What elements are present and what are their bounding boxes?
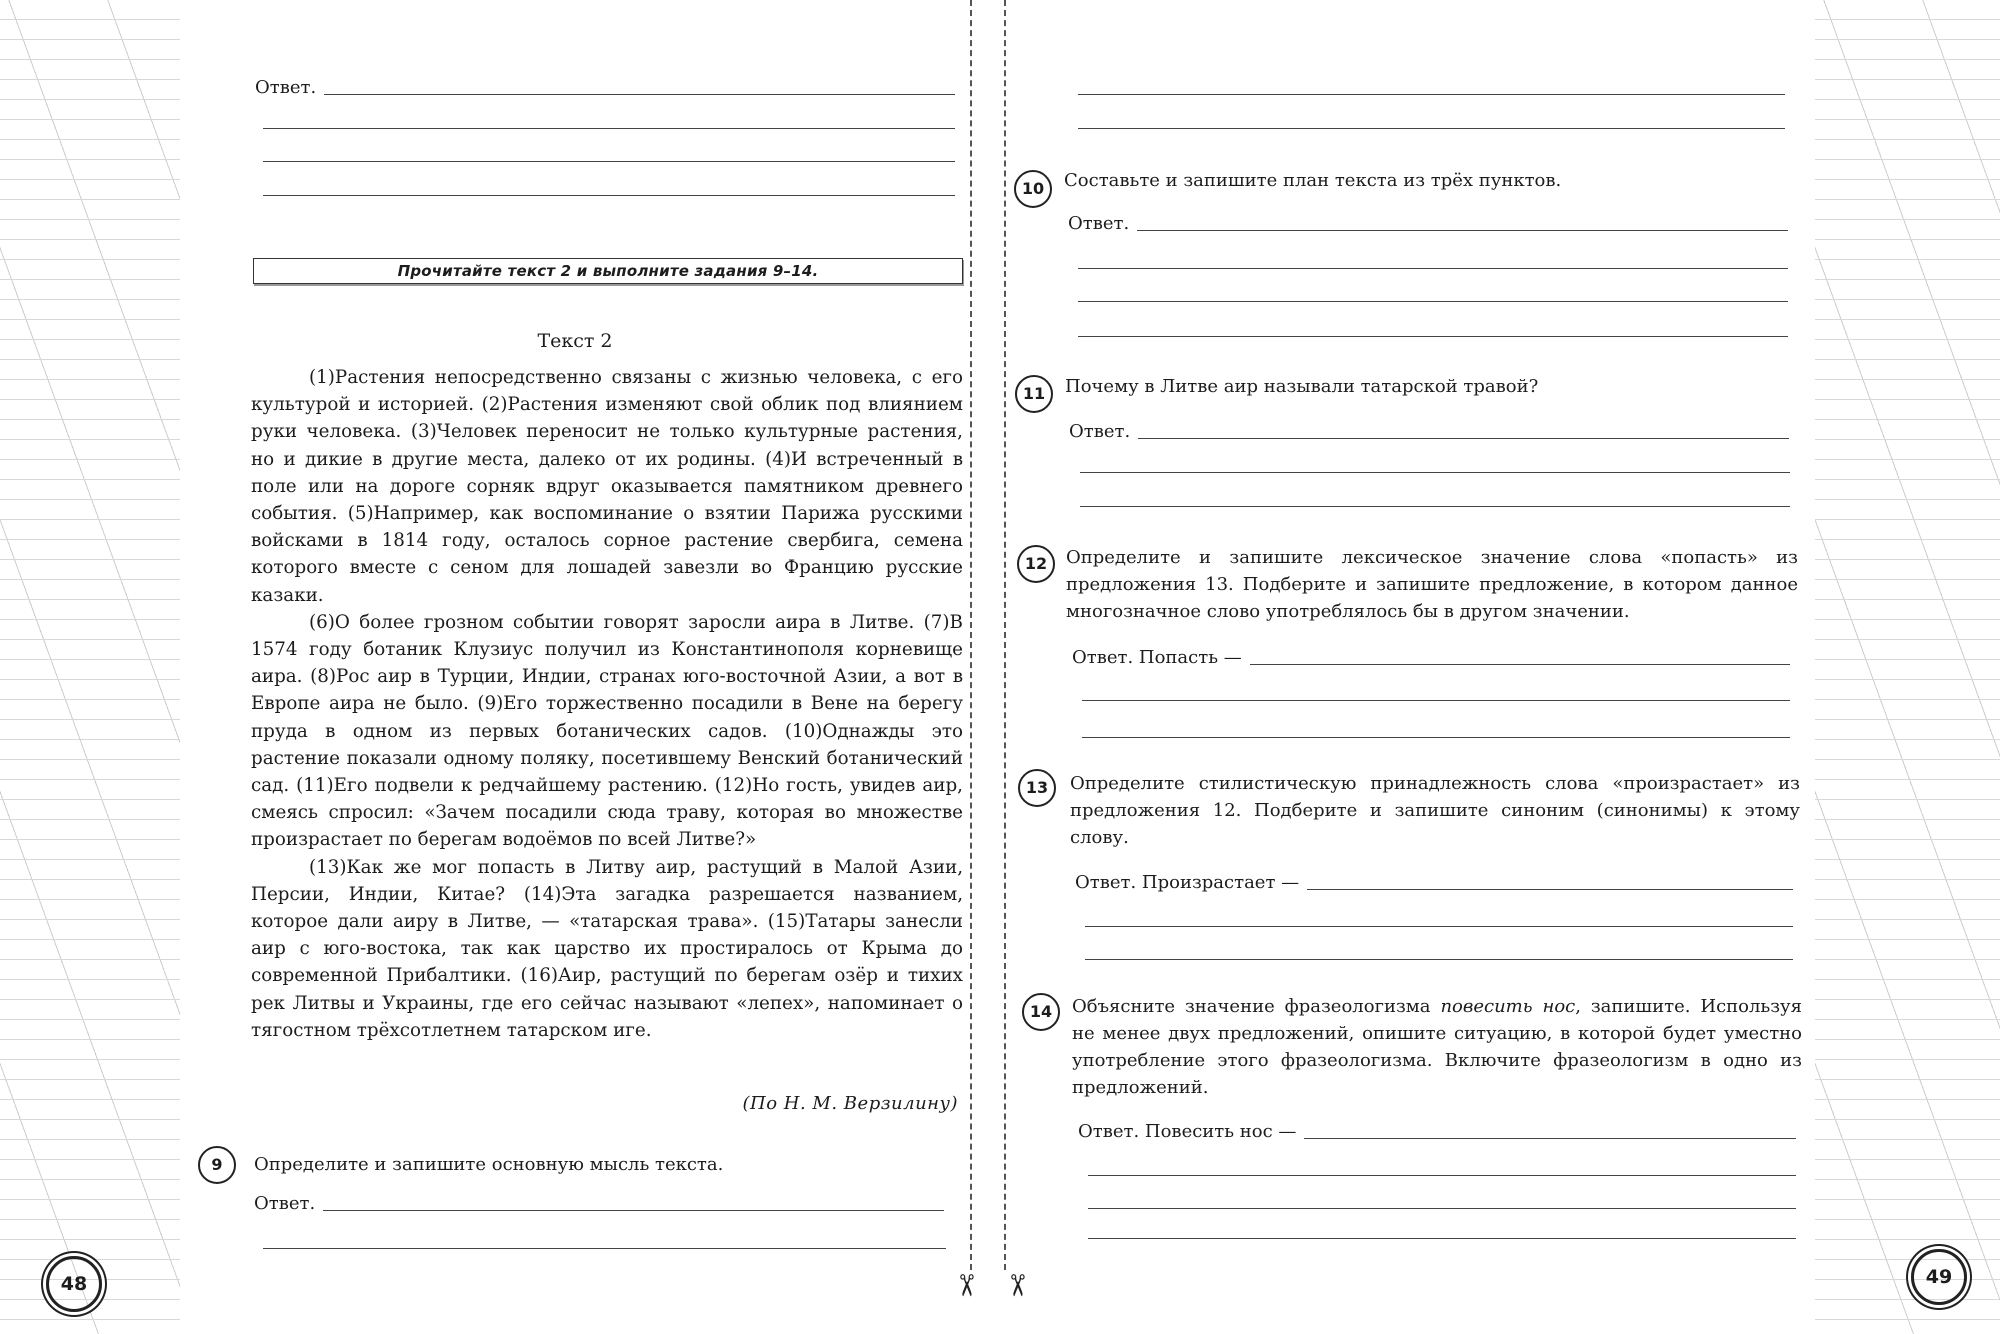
question-14-text [1072,993,1802,1101]
text-title: Текст 2 [537,330,613,352]
answer-label: Ответ. [254,1193,316,1214]
left-margin-lines [0,0,180,1334]
answer-line [1138,438,1789,439]
text-source: (По Н. М. Верзилину) [742,1093,958,1114]
page-number: 49 [1911,1249,1967,1305]
answer-line [1085,959,1793,960]
question-9-text: Определите и запишите основную мысль текста. [254,1154,724,1175]
answer-line [1080,472,1790,473]
answer-line [263,128,955,129]
answer-line [1078,336,1788,337]
answer-label: Ответ. [1068,213,1130,234]
question-12-answer-field[interactable] [1072,648,1790,668]
question-11-text: Почему в Литве аир называли татарской травой? [1065,376,1539,397]
answer-label: Ответ. Повесить нос — [1078,1121,1297,1142]
answer-line [1080,506,1790,507]
question-10-text: Составьте и запишите план текста из трёх пунктов. [1064,170,1562,191]
answer-line [1082,737,1790,738]
answer-line [1088,1175,1796,1176]
question-9-answer-field[interactable] [254,1194,944,1214]
question-number: 11 [1015,375,1053,413]
answer-line [323,1210,944,1211]
answer-label: Ответ. Произрастает — [1075,872,1300,893]
answer-label: Ответ. [255,77,317,98]
answer-line [1078,128,1785,129]
question-number: 14 [1022,993,1060,1031]
paragraph: (13)Как же мог попасть в Литву аир, растущий в Малой Азии, Персии, Индии, Китае? (14)Эта загадка разрешается названием, которое дали аиру в Литве, — «татарская трава». (15)Татары занесли аир с юго-востока, так как царство их простиралось от Крыма до современной Прибалтики. (16)Аир, растущий по берегам озёр и тихих рек Литвы и Украины, где его сейчас называют «лепех», напоминает о тягостном трёхсотлетнем татарском иге. [251,856,963,1041]
paragraph: (6)О более грозном событии говорят заросли аира в Литве. (7)В 1574 году ботаник Клузиус получил из Константинополя корневище аира. (8)Рос аир в Турции, Индии, странах юго-восточной Азии, а вот в Европе аира не было. (9)Его торжественно посадили в Вене на берегу пруда в одном из первых ботанических садов. (10)Однажды это растение показали одному поляку, посетившему Венский ботанический сад. (11)Его подвели к редчайшему растению. (12)Но гость, увидев аир, смеясь спросил: «Зачем посадили сюда траву, которая во множестве произрастает по берегам водоёмов по всей Литве?» [251,611,963,851]
answer-line [1078,94,1785,95]
cut-line-left [970,0,972,1270]
right-margin-lines [1815,0,2000,1334]
answer-line [263,195,955,196]
answer-line [1307,889,1793,890]
answer-label: Ответ. [1069,421,1131,442]
scissors-icon: ✂ [948,1272,984,1299]
answer-line [1088,1208,1796,1209]
question-12-text: Определите и запишите лексическое значение слова «попасть» из предложения 13. Подберите и запишите предложение, в котором данное многозначное слово употреблялось бы в другом значении. [1066,547,1798,622]
question-number: 13 [1018,769,1056,807]
answer-label: Ответ. Попасть — [1072,647,1242,668]
answer-line [263,1248,946,1249]
cut-line-right [1004,0,1006,1270]
answer-line [263,161,955,162]
reading-text [251,364,963,1044]
paragraph: (1)Растения непосредственно связаны с жизнью человека, с его культурой и историей. (2)Растения изменяют свой облик под влиянием руки человека. (3)Человек переносит не только культурные растения, но и дикие в другие места, далеко от их родины. (4)И встреченный в поле или на дороге сорняк вдруг оказывается памятником древнего события. (5)Например, как воспоминание о взятии Парижа русскими войсками в 1814 году, осталось сорное растение свербига, семена которого вместе с сеном для лошадей завезли во Францию русские казаки. [251,367,963,606]
answer-line [1250,664,1790,665]
question-number: 9 [198,1146,236,1184]
answer-line [1082,700,1790,701]
scissors-icon: ✂ [999,1272,1035,1299]
question-number: 10 [1014,170,1052,208]
question-13-answer-field[interactable] [1075,873,1793,893]
question-number: 12 [1017,545,1055,583]
top-answer-field[interactable] [255,78,955,98]
question-14-text-end: , запишите. Используя не менее двух предложений, опишите ситуацию, в которой будет уместно употребление этого фразеологизма. Включите фразеологизм в одно из предложений. [1072,996,1802,1098]
page-number: 48 [46,1256,102,1312]
answer-line [1137,230,1788,231]
question-14-answer-field[interactable] [1078,1122,1796,1142]
question-11-answer-field[interactable] [1069,422,1789,442]
answer-line [1304,1138,1796,1139]
phraseologism: повесить нос [1440,996,1576,1017]
answer-line [1088,1238,1796,1239]
answer-line [1078,301,1788,302]
question-14-text-start: Объясните значение фразеологизма [1072,996,1441,1017]
question-13-text: Определите стилистическую принадлежность слова «произрастает» из предложения 12. Подберите и запишите синоним (синонимы) к этому слову. [1070,773,1800,848]
answer-line [324,94,955,95]
answer-line [1078,268,1788,269]
question-10-answer-field[interactable] [1068,214,1788,234]
instruction-banner: Прочитайте текст 2 и выполните задания 9–14. [253,258,963,284]
answer-line [1085,926,1793,927]
